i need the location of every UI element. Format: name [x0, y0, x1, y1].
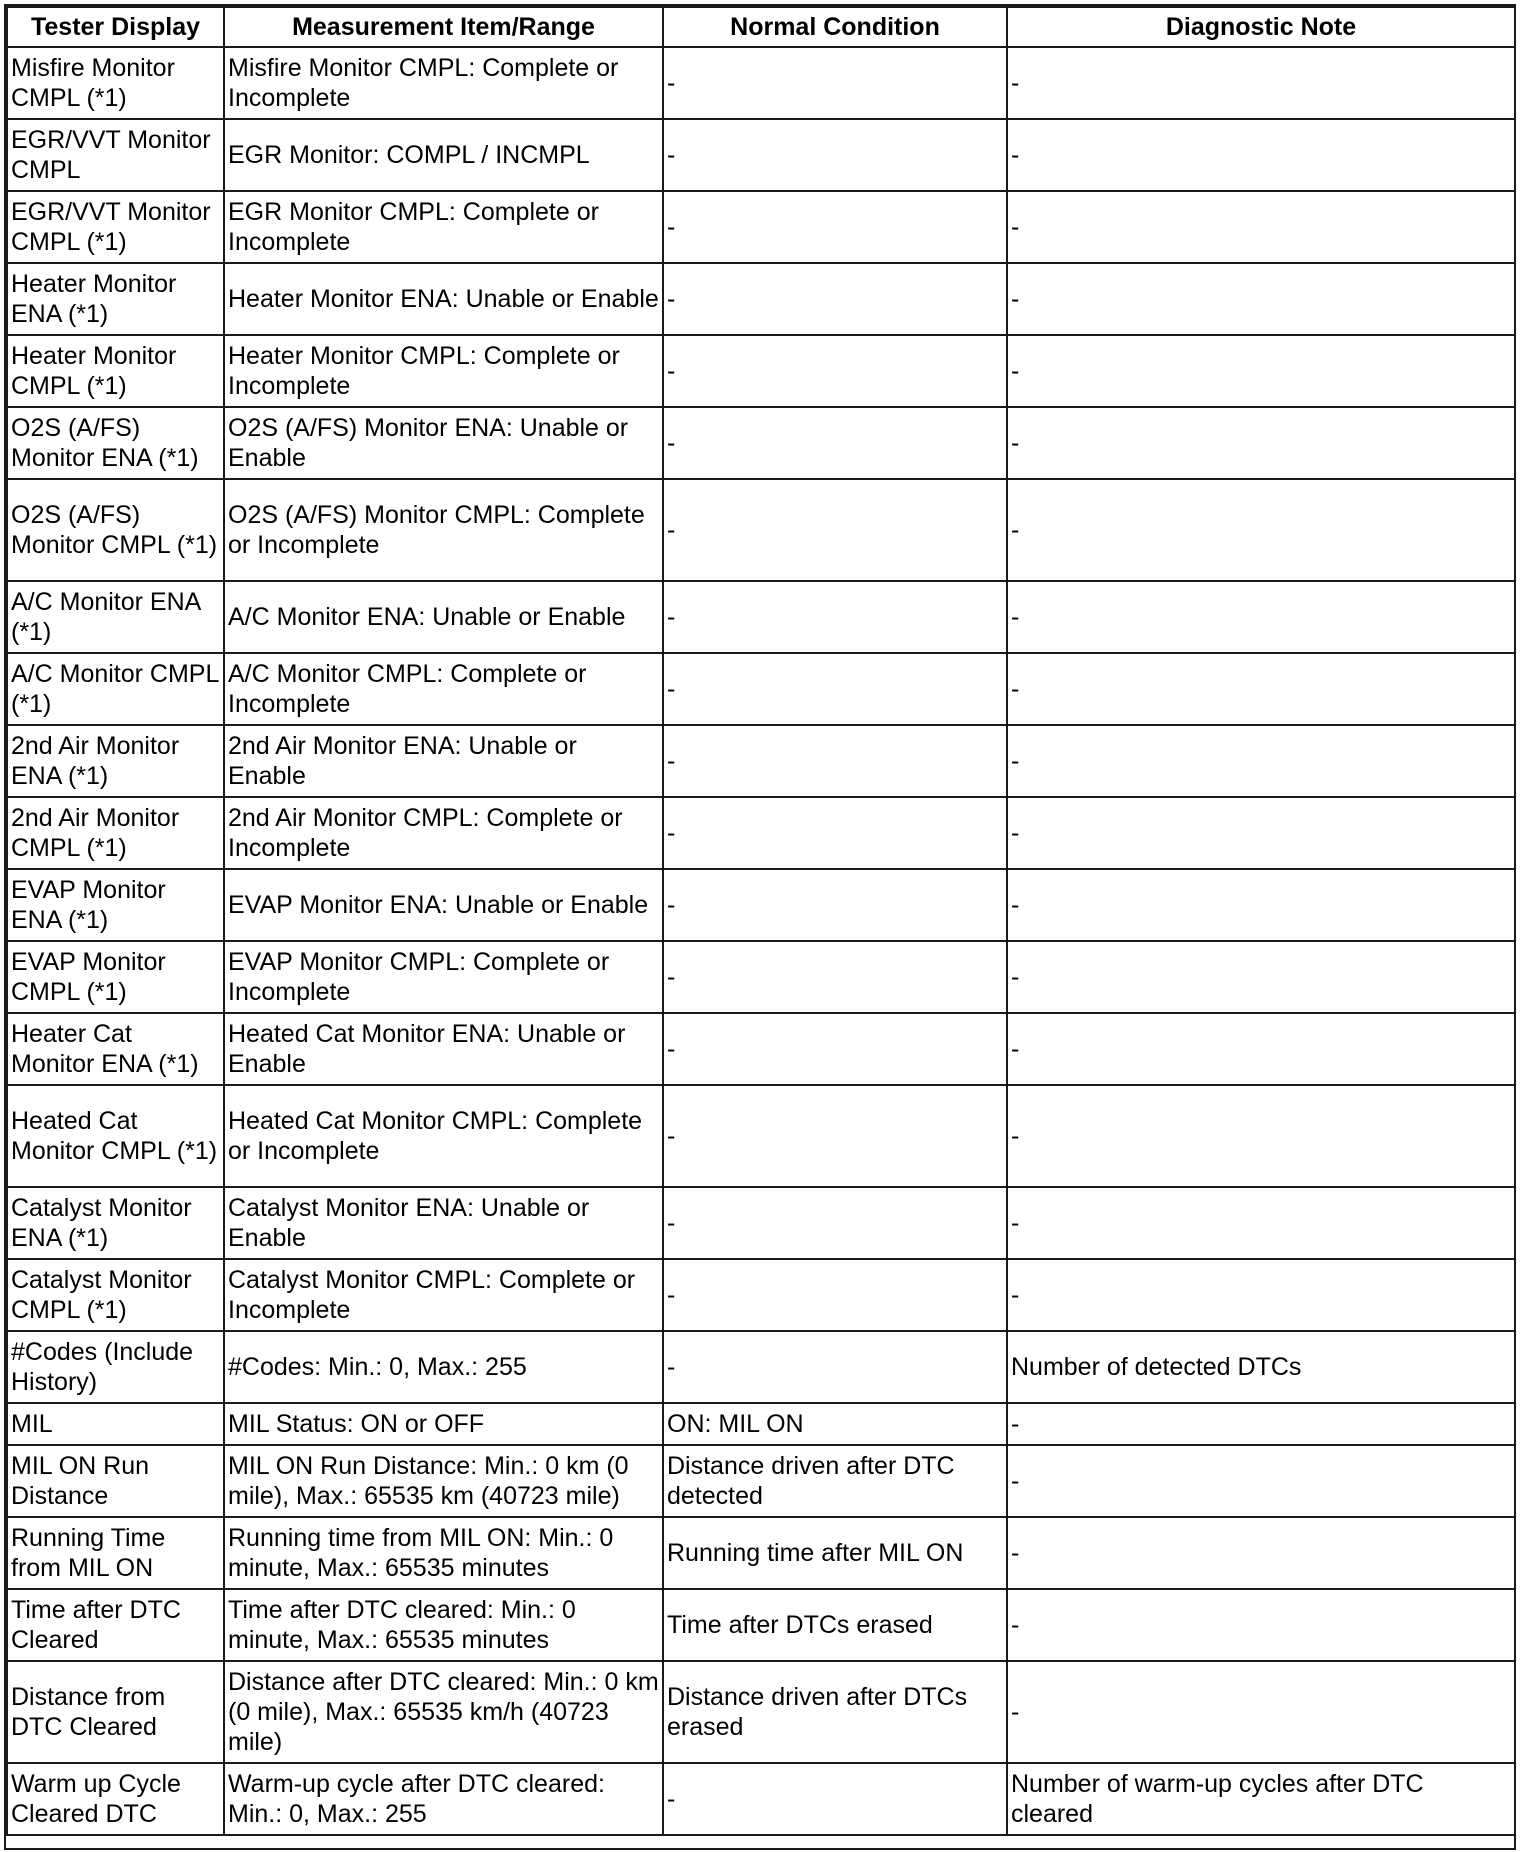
diagnostic-note-cell: - [1007, 407, 1515, 479]
tester-display-cell: Heater Monitor CMPL (*1) [7, 335, 224, 407]
table-row [7, 869, 1515, 941]
normal-condition-cell: - [663, 653, 1007, 725]
normal-condition-cell: - [663, 581, 1007, 653]
diagnostic-note-cell: - [1007, 1013, 1515, 1085]
diagnostic-note-cell: Number of detected DTCs [1007, 1331, 1515, 1403]
tester-display-cell: EGR/VVT Monitor CMPL [7, 119, 224, 191]
table-row [7, 1517, 1515, 1589]
normal-condition-cell: - [663, 1013, 1007, 1085]
normal-condition-cell: - [663, 1259, 1007, 1331]
measurement-item-cell: O2S (A/FS) Monitor ENA: Unable or Enable [224, 407, 663, 479]
table-row [7, 941, 1515, 1013]
diagnostic-note-cell: - [1007, 119, 1515, 191]
diagnostic-note-cell: Number of warm-up cycles after DTC cleared [1007, 1763, 1515, 1835]
measurement-item-cell: Misfire Monitor CMPL: Complete or Incomplete [224, 47, 663, 119]
table-row [7, 581, 1515, 653]
measurement-item-cell: MIL Status: ON or OFF [224, 1403, 663, 1445]
normal-condition-cell: Distance driven after DTC detected [663, 1445, 1007, 1517]
table-row [7, 1661, 1515, 1763]
measurement-item-cell: Running time from MIL ON: Min.: 0 minute, Max.: 65535 minutes [224, 1517, 663, 1589]
normal-condition-cell: - [663, 479, 1007, 581]
table-row [7, 119, 1515, 191]
diagnostic-note-cell: - [1007, 725, 1515, 797]
diagnostic-note-cell: - [1007, 581, 1515, 653]
tester-display-cell: EGR/VVT Monitor CMPL (*1) [7, 191, 224, 263]
table-row [7, 1013, 1515, 1085]
tester-display-cell: Time after DTC Cleared [7, 1589, 224, 1661]
table-row [7, 407, 1515, 479]
normal-condition-cell: ON: MIL ON [663, 1403, 1007, 1445]
table-row [7, 725, 1515, 797]
header-measurement-item-range: Measurement Item/Range [224, 7, 663, 47]
table-row [7, 653, 1515, 725]
table-row [7, 47, 1515, 119]
diagnostic-note-cell: - [1007, 1085, 1515, 1187]
diagnostic-note-cell: - [1007, 1445, 1515, 1517]
diagnostic-note-cell: - [1007, 263, 1515, 335]
diagnostic-note-cell: - [1007, 653, 1515, 725]
tester-display-cell: Heater Cat Monitor ENA (*1) [7, 1013, 224, 1085]
diagnostic-note-cell: - [1007, 1187, 1515, 1259]
normal-condition-cell: - [663, 47, 1007, 119]
normal-condition-cell: Distance driven after DTCs erased [663, 1661, 1007, 1763]
normal-condition-cell: - [663, 407, 1007, 479]
diagnostic-note-cell: - [1007, 869, 1515, 941]
normal-condition-cell: - [663, 941, 1007, 1013]
normal-condition-cell: Time after DTCs erased [663, 1589, 1007, 1661]
table-row [7, 479, 1515, 581]
normal-condition-cell: - [663, 263, 1007, 335]
measurement-item-cell: A/C Monitor ENA: Unable or Enable [224, 581, 663, 653]
tester-display-cell: 2nd Air Monitor CMPL (*1) [7, 797, 224, 869]
normal-condition-cell: - [663, 725, 1007, 797]
tester-display-cell: MIL [7, 1403, 224, 1445]
tester-display-cell: Misfire Monitor CMPL (*1) [7, 47, 224, 119]
diagnostic-note-cell: - [1007, 1517, 1515, 1589]
measurement-item-cell: Heater Monitor ENA: Unable or Enable [224, 263, 663, 335]
table-row [7, 1187, 1515, 1259]
measurement-item-cell: Heater Monitor CMPL: Complete or Incomplete [224, 335, 663, 407]
tester-display-cell: O2S (A/FS) Monitor ENA (*1) [7, 407, 224, 479]
measurement-item-cell: Warm-up cycle after DTC cleared: Min.: 0, Max.: 255 [224, 1763, 663, 1835]
measurement-item-cell: Heated Cat Monitor CMPL: Complete or Incomplete [224, 1085, 663, 1187]
measurement-item-cell: Time after DTC cleared: Min.: 0 minute, Max.: 65535 minutes [224, 1589, 663, 1661]
header-diagnostic-note: Diagnostic Note [1007, 7, 1515, 47]
normal-condition-cell: Running time after MIL ON [663, 1517, 1007, 1589]
diagnostic-note-cell: - [1007, 1661, 1515, 1763]
table-row [7, 1259, 1515, 1331]
measurement-item-cell: #Codes: Min.: 0, Max.: 255 [224, 1331, 663, 1403]
tester-display-cell: Distance from DTC Cleared [7, 1661, 224, 1763]
normal-condition-cell: - [663, 869, 1007, 941]
table-row [7, 797, 1515, 869]
measurement-item-cell: O2S (A/FS) Monitor CMPL: Complete or Incomplete [224, 479, 663, 581]
diagnostic-note-cell: - [1007, 1403, 1515, 1445]
tester-display-cell: Warm up Cycle Cleared DTC [7, 1763, 224, 1835]
normal-condition-cell: - [663, 191, 1007, 263]
normal-condition-cell: - [663, 1331, 1007, 1403]
diagnostic-note-cell: - [1007, 335, 1515, 407]
tester-display-cell: Heated Cat Monitor CMPL (*1) [7, 1085, 224, 1187]
diagnostic-note-cell: - [1007, 479, 1515, 581]
measurement-item-cell: EVAP Monitor CMPL: Complete or Incomplete [224, 941, 663, 1013]
header-tester-display: Tester Display [7, 7, 224, 47]
measurement-item-cell: 2nd Air Monitor CMPL: Complete or Incomplete [224, 797, 663, 869]
table-row [7, 1085, 1515, 1187]
measurement-item-cell: Distance after DTC cleared: Min.: 0 km (0 mile), Max.: 65535 km/h (40723 mile) [224, 1661, 663, 1763]
normal-condition-cell: - [663, 1187, 1007, 1259]
measurement-item-cell: EGR Monitor: COMPL / INCMPL [224, 119, 663, 191]
tester-display-cell: Catalyst Monitor CMPL (*1) [7, 1259, 224, 1331]
monitor-data-table [6, 6, 1516, 1836]
tester-display-cell: Running Time from MIL ON [7, 1517, 224, 1589]
tester-display-cell: O2S (A/FS) Monitor CMPL (*1) [7, 479, 224, 581]
normal-condition-cell: - [663, 1085, 1007, 1187]
tester-display-cell: #Codes (Include History) [7, 1331, 224, 1403]
table-row [7, 1589, 1515, 1661]
measurement-item-cell: Catalyst Monitor CMPL: Complete or Incomplete [224, 1259, 663, 1331]
diagnostic-note-cell: - [1007, 1259, 1515, 1331]
diagnostic-note-cell: - [1007, 797, 1515, 869]
measurement-item-cell: EGR Monitor CMPL: Complete or Incomplete [224, 191, 663, 263]
normal-condition-cell: - [663, 1763, 1007, 1835]
tester-display-cell: Catalyst Monitor ENA (*1) [7, 1187, 224, 1259]
table-row [7, 1331, 1515, 1403]
tester-display-cell: 2nd Air Monitor ENA (*1) [7, 725, 224, 797]
measurement-item-cell: 2nd Air Monitor ENA: Unable or Enable [224, 725, 663, 797]
table-row [7, 1445, 1515, 1517]
measurement-item-cell: EVAP Monitor ENA: Unable or Enable [224, 869, 663, 941]
tester-display-cell: MIL ON Run Distance [7, 1445, 224, 1517]
normal-condition-cell: - [663, 119, 1007, 191]
table-row [7, 1403, 1515, 1445]
table-row [7, 335, 1515, 407]
tester-display-cell: Heater Monitor ENA (*1) [7, 263, 224, 335]
tester-display-cell: A/C Monitor ENA (*1) [7, 581, 224, 653]
table-header-row [7, 7, 1515, 47]
diagnostic-note-cell: - [1007, 1589, 1515, 1661]
diagnostic-note-cell: - [1007, 191, 1515, 263]
tester-display-cell: A/C Monitor CMPL (*1) [7, 653, 224, 725]
normal-condition-cell: - [663, 797, 1007, 869]
diagnostic-note-cell: - [1007, 941, 1515, 1013]
measurement-item-cell: MIL ON Run Distance: Min.: 0 km (0 mile), Max.: 65535 km (40723 mile) [224, 1445, 663, 1517]
tester-display-cell: EVAP Monitor CMPL (*1) [7, 941, 224, 1013]
table-row [7, 263, 1515, 335]
measurement-item-cell: Heated Cat Monitor ENA: Unable or Enable [224, 1013, 663, 1085]
normal-condition-cell: - [663, 335, 1007, 407]
diagnostic-note-cell: - [1007, 47, 1515, 119]
monitor-data-table-container [6, 6, 1514, 1836]
header-normal-condition: Normal Condition [663, 7, 1007, 47]
measurement-item-cell: A/C Monitor CMPL: Complete or Incomplete [224, 653, 663, 725]
tester-display-cell: EVAP Monitor ENA (*1) [7, 869, 224, 941]
table-row [7, 191, 1515, 263]
table-row [7, 1763, 1515, 1835]
measurement-item-cell: Catalyst Monitor ENA: Unable or Enable [224, 1187, 663, 1259]
